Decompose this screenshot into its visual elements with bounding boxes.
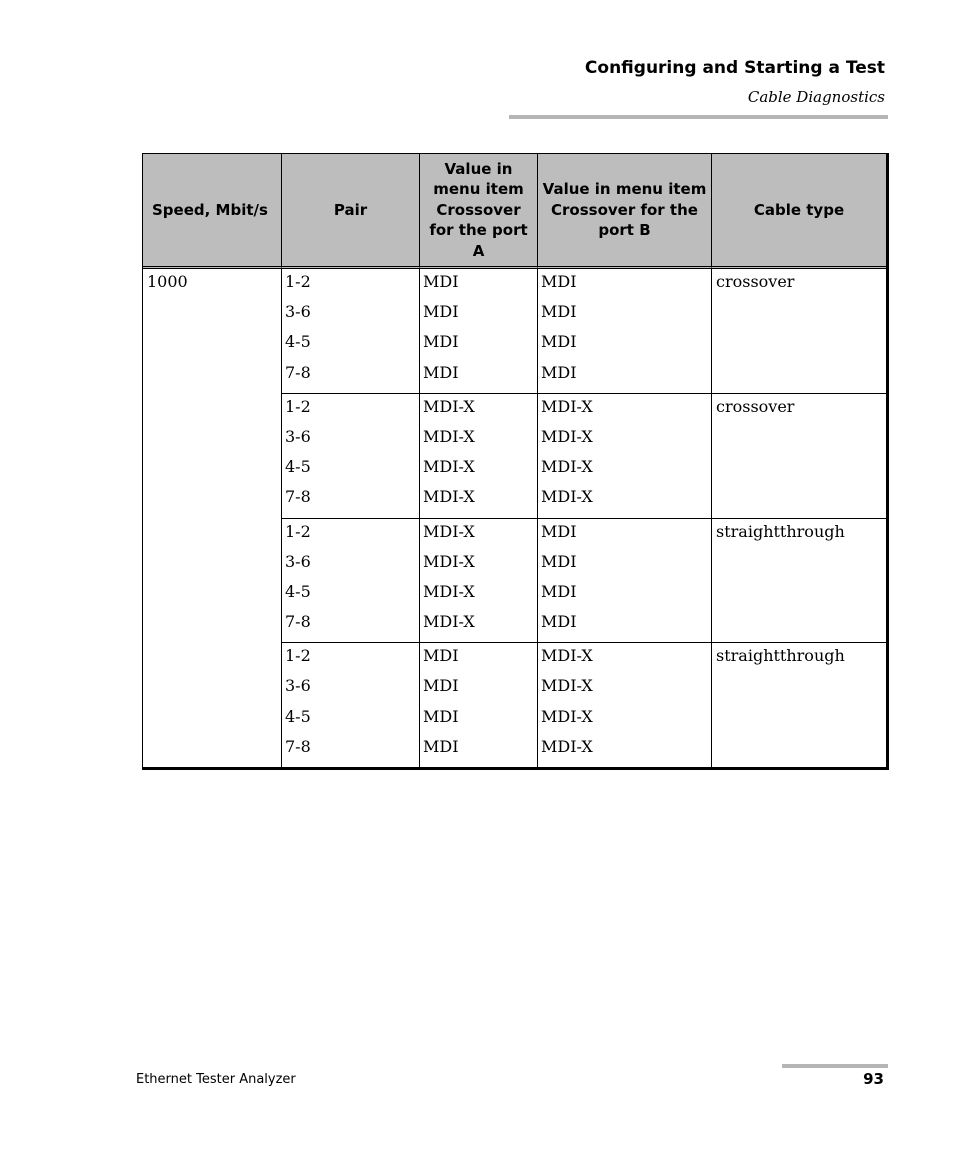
pair-value: 4-5 (285, 581, 311, 601)
port-b-value: MDI (541, 302, 577, 322)
port-a-value: MDI-X (423, 581, 475, 601)
port-b-cell (538, 394, 712, 519)
pair-cell (282, 394, 420, 519)
pair-value: 4-5 (285, 332, 311, 352)
port-a-value: MDI (423, 272, 459, 291)
port-b-value: MDI-X (541, 676, 593, 696)
crossover-settings-table (142, 153, 889, 770)
pair-value: 7-8 (285, 487, 311, 507)
pair-value: 3-6 (285, 302, 311, 322)
port-a-cell (420, 519, 538, 644)
section-subtitle: Cable Diagnostics (747, 88, 885, 106)
pair-cell (282, 269, 420, 394)
pair-value: 7-8 (285, 736, 311, 756)
port-b-value: MDI (541, 612, 577, 632)
port-b-value: MDI-X (541, 457, 593, 477)
port-b-value: MDI-X (541, 487, 593, 507)
pair-cell (282, 643, 420, 767)
pair-value: 4-5 (285, 457, 311, 477)
cable-type-cell (712, 394, 886, 519)
cable-type-cell (712, 519, 886, 644)
footer-divider (782, 1064, 888, 1068)
port-a-value: MDI (423, 706, 459, 726)
port-a-value: MDI-X (423, 426, 475, 446)
port-a-value: MDI-X (423, 521, 475, 541)
port-a-value: MDI-X (423, 551, 475, 571)
cable-type-value: crossover (716, 272, 795, 291)
column-header-port-a: Value in menu item Crossover for the port A (420, 154, 538, 269)
pair-value: 4-5 (285, 706, 311, 726)
port-a-value: MDI (423, 302, 459, 322)
port-a-value: MDI-X (423, 612, 475, 632)
section-title: Configuring and Starting a Test (584, 58, 885, 78)
port-a-cell (420, 643, 538, 767)
port-a-value: MDI-X (423, 396, 475, 416)
table-header-row (143, 154, 886, 269)
port-b-value: MDI (541, 581, 577, 601)
port-b-value: MDI-X (541, 646, 593, 666)
footer-product-name: Ethernet Tester Analyzer (136, 1072, 296, 1087)
cable-type-cell (712, 643, 886, 767)
port-b-cell (538, 643, 712, 767)
pair-value: 7-8 (285, 612, 311, 632)
port-b-value: MDI-X (541, 426, 593, 446)
column-header-cable-type: Cable type (712, 154, 886, 269)
port-b-value: MDI-X (541, 736, 593, 756)
port-a-value: MDI-X (423, 487, 475, 507)
port-b-value: MDI (541, 362, 577, 382)
cable-type-value: straightthrough (716, 646, 845, 666)
table-row (143, 269, 886, 394)
pair-value: 1-2 (285, 646, 311, 666)
column-header-speed: Speed, Mbit/s (143, 154, 282, 269)
cable-type-value: crossover (716, 396, 795, 416)
pair-value: 3-6 (285, 676, 311, 696)
port-a-cell (420, 394, 538, 519)
cable-type-value: straightthrough (716, 521, 845, 541)
port-b-value: MDI-X (541, 706, 593, 726)
pair-value: 7-8 (285, 362, 311, 382)
port-b-cell (538, 519, 712, 644)
column-header-pair: Pair (282, 154, 420, 269)
pair-cell (282, 519, 420, 644)
port-b-value: MDI (541, 521, 577, 541)
column-header-port-b: Value in menu item Crossover for the port B (538, 154, 712, 269)
port-a-value: MDI (423, 736, 459, 756)
port-b-value: MDI (541, 551, 577, 571)
port-a-value: MDI-X (423, 457, 475, 477)
port-a-value: MDI (423, 646, 459, 666)
pair-value: 1-2 (285, 272, 311, 291)
port-a-value: MDI (423, 362, 459, 382)
port-a-cell (420, 269, 538, 394)
port-b-value: MDI-X (541, 396, 593, 416)
port-b-value: MDI (541, 272, 577, 291)
port-b-value: MDI (541, 332, 577, 352)
cable-type-cell (712, 269, 886, 394)
page-number: 93 (863, 1070, 884, 1088)
speed-cell: 1000 (143, 269, 282, 767)
port-b-cell (538, 269, 712, 394)
pair-value: 1-2 (285, 396, 311, 416)
pair-value: 1-2 (285, 521, 311, 541)
port-a-value: MDI (423, 676, 459, 696)
header-divider (509, 115, 888, 119)
pair-value: 3-6 (285, 426, 311, 446)
pair-value: 3-6 (285, 551, 311, 571)
port-a-value: MDI (423, 332, 459, 352)
